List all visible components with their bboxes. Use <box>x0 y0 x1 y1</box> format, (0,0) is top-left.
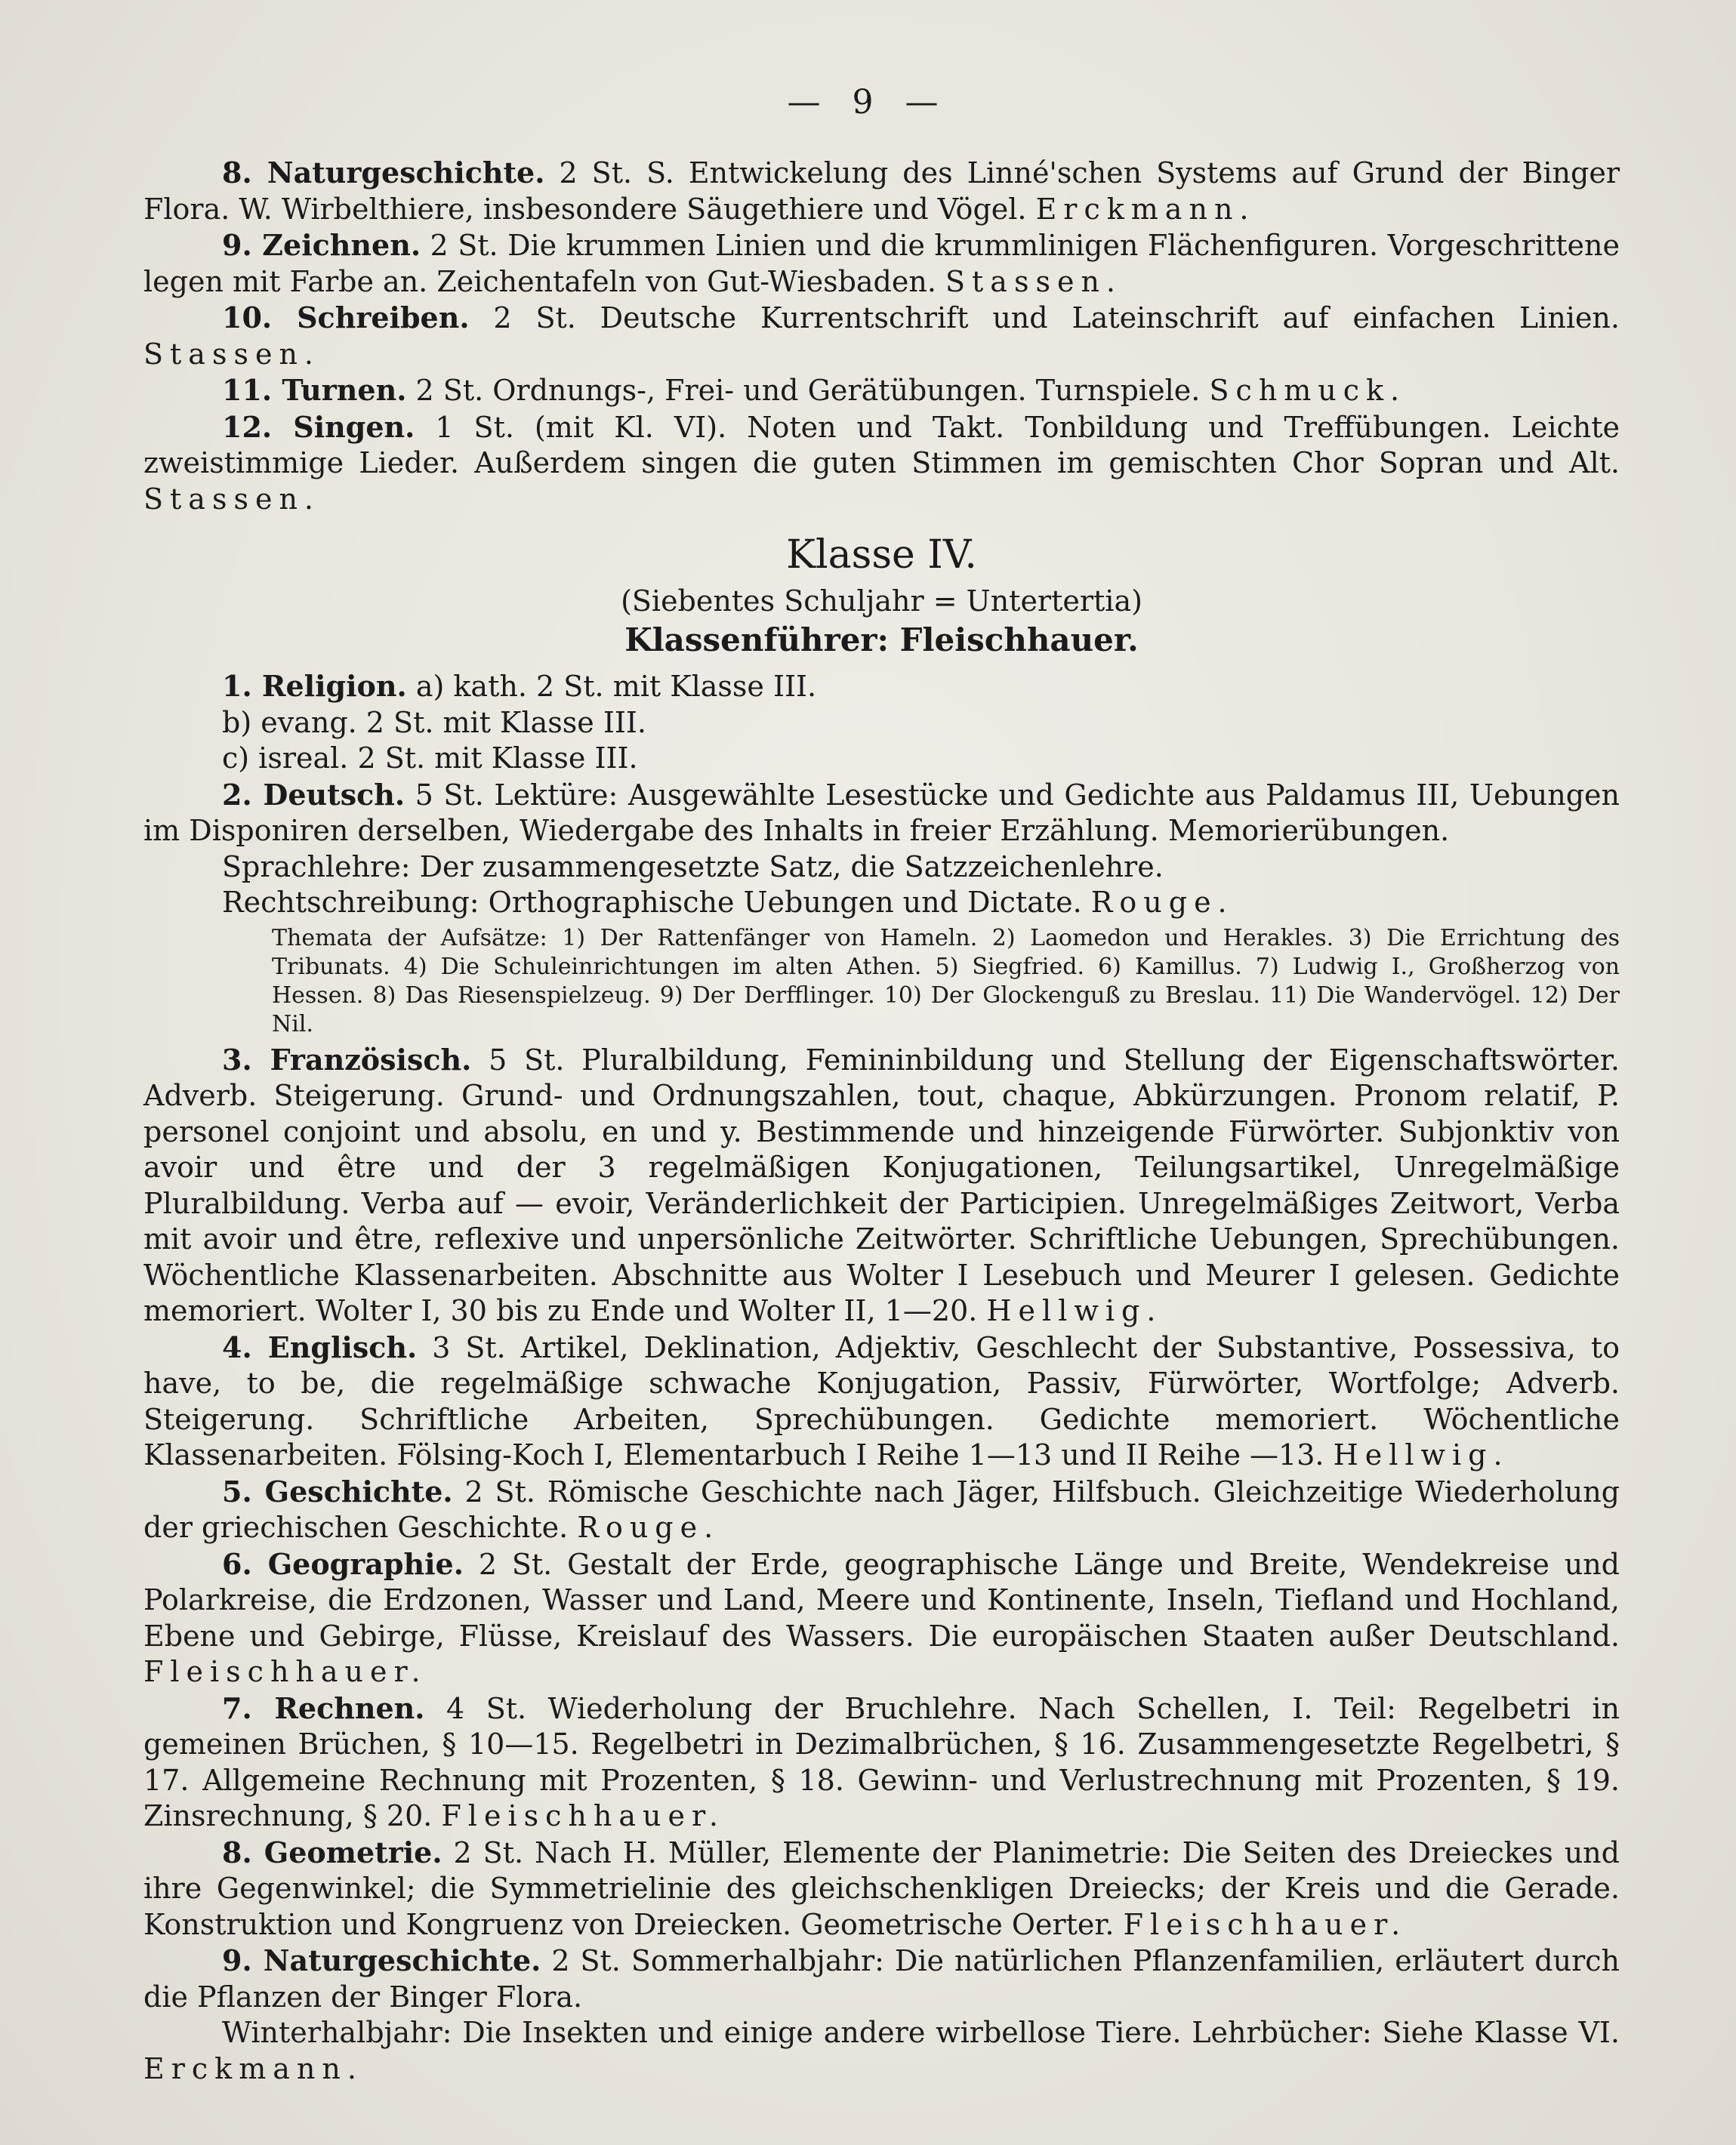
subject-heading: 5. Geschichte. <box>222 1474 453 1509</box>
naturgeschichte-winter <box>143 2015 1620 2087</box>
subject-text: 2 St. Die krummen Linien und die krummlinigen Flächenfiguren. Vorgeschrittene legen mit Farbe an. Zeichentafeln von Gut-Wiesbaden. <box>143 229 1620 298</box>
teacher-name: Fleischhauer. <box>143 1655 427 1688</box>
englisch-paragraph <box>143 1330 1620 1474</box>
schreiben-paragraph <box>143 300 1620 372</box>
klasse-subtitle: (Siebentes Schuljahr = Untertertia) <box>621 584 1142 618</box>
subject-text: 2 St. S. Entwickelung des Linné'schen Systems auf Grund der Binger Flora. W. Wirbelthiere, insbesondere Säugethiere und Vögel. <box>143 156 1620 226</box>
subject-text: 2 St. Ordnungs-, Frei- und Gerätübungen. Turnspiele. <box>406 374 1210 407</box>
geometrie-paragraph <box>143 1835 1620 1943</box>
subject-text: 2 St. Deutsche Kurrentschrift und Lateinschrift auf einfachen Linien. <box>469 301 1620 334</box>
subject-heading: 9. Zeichnen. <box>222 228 421 262</box>
naturgeschichte-iv-paragraph <box>143 1943 1620 2015</box>
teacher-name: Schmuck. <box>1209 374 1407 407</box>
subject-heading: 4. Englisch. <box>222 1330 418 1364</box>
subject-text: 5 St. Pluralbildung, Femininbildung und Stellung der Eigenschaftswörter. Adverb. Steigerung. Grund- und Ordnungszahlen, tout, chaque, Abkürzungen. Pronom relatif, P. personel conjoint und absolu, en und y. Bestimmende und hinzeigende Fürwörter. Subjonktiv von avoir und être und der 3 regelmäßigen Konjugationen, Teilungsartikel, Unregelmäßige Pluralbildung. Verba auf — evoir, Veränderlichkeit der Participien. Unregelmäßiges Zeitwort, Verba mit avoir und être, reflexive und unpersönliche Zeitwörter. Schriftliche Uebungen, Sprechübungen. Wöchentliche Klassenarbeiten. Abschnitte aus Wolter I Lesebuch und Meurer I gelesen. Gedichte memoriert. Wolter I, 30 bis zu Ende und Wolter II, 1—20. <box>143 1043 1620 1327</box>
aufsatz-themata: Themata der Aufsätze: 1) Der Rattenfänger von Hameln. 2) Laomedon und Herakles. 3) Die Errichtung des Tribunats. 4) Die Schuleinrichtungen im alten Athen. 5) Siegfried. 6) Kamillus. 7) Ludwig I., Großherzog von Hessen. 8) Das Riesenspielzeug. 9) Der Derfflinger. 10) Der Glockenguß zu Breslau. 11) Die Wandervögel. 12) Der Nil. <box>272 924 1620 1037</box>
teacher-name: Hellwig. <box>1333 1438 1509 1472</box>
subject-heading: 2. Deutsch. <box>222 777 405 812</box>
subject-text: 2 St. Gestalt der Erde, geographische Länge und Breite, Wendekreise und Polarkreise, die Erdzonen, Wasser und Land, Meere und Kontinente, Inseln, Tiefland und Hochland, Ebene und Gebirge, Flüsse, Kreislauf des Wassers. Die europäischen Staaten außer Deutschland. <box>143 1547 1620 1653</box>
religion-evang: b) evang. 2 St. mit Klasse III. <box>222 705 646 739</box>
religion-paragraph <box>143 668 1620 705</box>
subject-text: 2 St. Sommerhalbjahr: Die natürlichen Pflanzenfamilien, erläutert durch die Pflanzen der Binger Flora. <box>143 1944 1620 2014</box>
klasse-title: Klasse IV. <box>786 532 977 578</box>
subject-text: 4 St. Wiederholung der Bruchlehre. Nach Schellen, I. Teil: Regelbetri in gemeinen Brüchen, § 10—15. Regelbetri in Dezimalbrüchen, § 16. Zusammengesetzte Regelbetri, § 17. Allgemeine Rechnung mit Prozenten, § 18. Gewinn- und Verlustrechnung mit Prozenten, § 19. Zinsrechnung, § 20. <box>143 1691 1620 1832</box>
teacher-name: Fleischhauer. <box>1123 1907 1408 1941</box>
klassenfuehrer: Klassenführer: Fleischhauer. <box>624 621 1139 658</box>
geographie-paragraph <box>143 1546 1620 1690</box>
subject-text: Winterhalbjahr: Die Insekten und einige andere wirbellose Tiere. Lehrbücher: Siehe Klasse VI. <box>222 2016 1620 2049</box>
franzoesisch-paragraph <box>143 1042 1620 1330</box>
subject-heading: 6. Geographie. <box>222 1546 464 1581</box>
naturgeschichte-paragraph <box>143 155 1620 227</box>
subject-heading: 3. Französisch. <box>222 1042 472 1077</box>
zeichnen-paragraph <box>143 227 1620 300</box>
subject-heading: 7. Rechnen. <box>222 1690 425 1725</box>
teacher-name: Erckmann. <box>143 2051 363 2085</box>
deutsch-rechtschreibung <box>143 885 1620 921</box>
subject-text: a) kath. 2 St. mit Klasse III. <box>406 670 817 703</box>
subject-heading: 1. Religion. <box>222 669 407 703</box>
turnen-paragraph <box>143 372 1620 409</box>
teacher-name: Stassen. <box>143 482 321 516</box>
subject-heading: 8. Naturgeschichte. <box>222 156 545 190</box>
rechnen-paragraph <box>143 1690 1620 1835</box>
subject-heading: 12. Singen. <box>222 409 415 444</box>
subject-text: 2 St. Nach H. Müller, Elemente der Planimetrie: Die Seiten des Dreieckes und ihre Gegenwinkel; die Symmetrielinie des gleichschenkligen Dreiecks; der Kreis und die Gerade. Konstruktion und Kongruenz von Dreiecken. Geometrische Oerter. <box>143 1835 1620 1941</box>
religion-isreal: c) isreal. 2 St. mit Klasse III. <box>222 741 638 775</box>
subject-heading: 10. Schreiben. <box>222 300 470 334</box>
subject-text: 1 St. (mit Kl. VI). Noten und Takt. Tonbildung und Treffübungen. Leichte zweistimmige Lieder. Außerdem singen die guten Stimmen im gemischten Chor Sopran und Alt. <box>143 410 1620 479</box>
singen-paragraph <box>143 409 1620 518</box>
teacher-name: Fleischhauer. <box>441 1799 726 1832</box>
teacher-name: Rouge. <box>1090 886 1234 919</box>
teacher-name: Erckmann. <box>1035 192 1256 226</box>
page-content <box>143 155 1620 2087</box>
teacher-name: Rouge. <box>577 1511 720 1544</box>
subject-text: 3 St. Artikel, Deklination, Adjektiv, Geschlecht der Substantive, Possessiva, to have, to be, die regelmäßige schwache Konjugation, Passiv, Fürwörter, Wortfolge; Adverb. Steigerung. Schriftliche Arbeiten, Sprechübungen. Gedichte memoriert. Wöchentliche Klassenarbeiten. Fölsing-Koch I, Elementarbuch I Reihe 1—13 und II Reihe —13. <box>143 1330 1620 1472</box>
deutsch-paragraph <box>143 777 1620 849</box>
teacher-name: Stassen. <box>945 264 1123 298</box>
subject-heading: 11. Turnen. <box>222 373 407 407</box>
subject-text: 2 St. Römische Geschichte nach Jäger, Hilfsbuch. Gleichzeitige Wiederholung der griechischen Geschichte. <box>143 1475 1620 1544</box>
subject-heading: 9. Naturgeschichte. <box>222 1943 541 1977</box>
page-number: — 9 — <box>787 83 949 122</box>
geschichte-paragraph <box>143 1474 1620 1546</box>
deutsch-sprachlehre: Sprachlehre: Der zusammengesetzte Satz, die Satzzeichenlehre. <box>222 849 1164 883</box>
teacher-name: Hellwig. <box>986 1294 1163 1327</box>
teacher-name: Stassen. <box>143 337 321 371</box>
subject-heading: 8. Geometrie. <box>222 1835 442 1869</box>
subject-text: Rechtschreibung: Orthographische Uebungen und Dictate. <box>222 886 1091 919</box>
subject-text: 5 St. Lektüre: Ausgewählte Lesestücke und Gedichte aus Paldamus III, Uebungen im Disponiren derselben, Wiedergabe des Inhalts in freier Erzählung. Memorierübungen. <box>143 778 1620 847</box>
